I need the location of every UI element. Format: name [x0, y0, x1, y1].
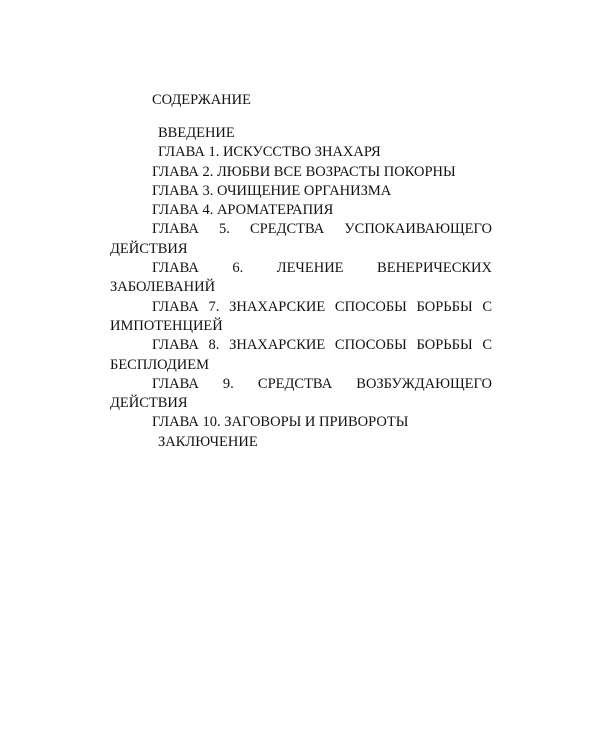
toc-entry-chapter-10: ГЛАВА 10. ЗАГОВОРЫ И ПРИВОРОТЫ	[152, 414, 409, 431]
toc-entry-chapter-9: ГЛАВА 9. СРЕДСТВА ВОЗБУЖДАЮЩЕГО ДЕЙСТВИЯ	[110, 375, 492, 412]
toc-entry-conclusion: ЗАКЛЮЧЕНИЕ	[158, 433, 258, 450]
toc-entry-introduction: ВВЕДЕНИЕ	[158, 125, 235, 141]
toc-entry-chapter-2: ГЛАВА 2. ЛЮБВИ ВСЕ ВОЗРАСТЫ ПОКОРНЫ	[152, 163, 456, 180]
toc-entry-chapter-3: ГЛАВА 3. ОЧИЩЕНИЕ ОРГАНИЗМА	[152, 182, 392, 199]
toc-entry-chapter-4: ГЛАВА 4. АРОМАТЕРАПИЯ	[152, 202, 334, 219]
toc-entry-chapter-5: ГЛАВА 5. СРЕДСТВА УСПОКАИВАЮЩЕГО ДЕЙСТВИЯ	[110, 221, 492, 257]
toc-entry-chapter-6: ГЛАВА 6. ЛЕЧЕНИЕ ВЕНЕРИЧЕСКИХ ЗАБОЛЕВАНИЙ	[110, 260, 492, 296]
page-title: СОДЕРЖАНИЕ	[152, 92, 251, 108]
table-of-contents	[110, 124, 492, 452]
toc-entry-chapter-7: ГЛАВА 7. ЗНАХАРСКИЕ СПОСОБЫ БОРЬБЫ С ИМПОТЕНЦИЕЙ	[110, 298, 492, 334]
toc-entry-chapter-1: ГЛАВА 1. ИСКУССТВО ЗНАХАРЯ	[158, 144, 381, 161]
toc-entry-chapter-8: ГЛАВА 8. ЗНАХАРСКИЕ СПОСОБЫ БОРЬБЫ С БЕСПЛОДИЕМ	[110, 337, 492, 373]
